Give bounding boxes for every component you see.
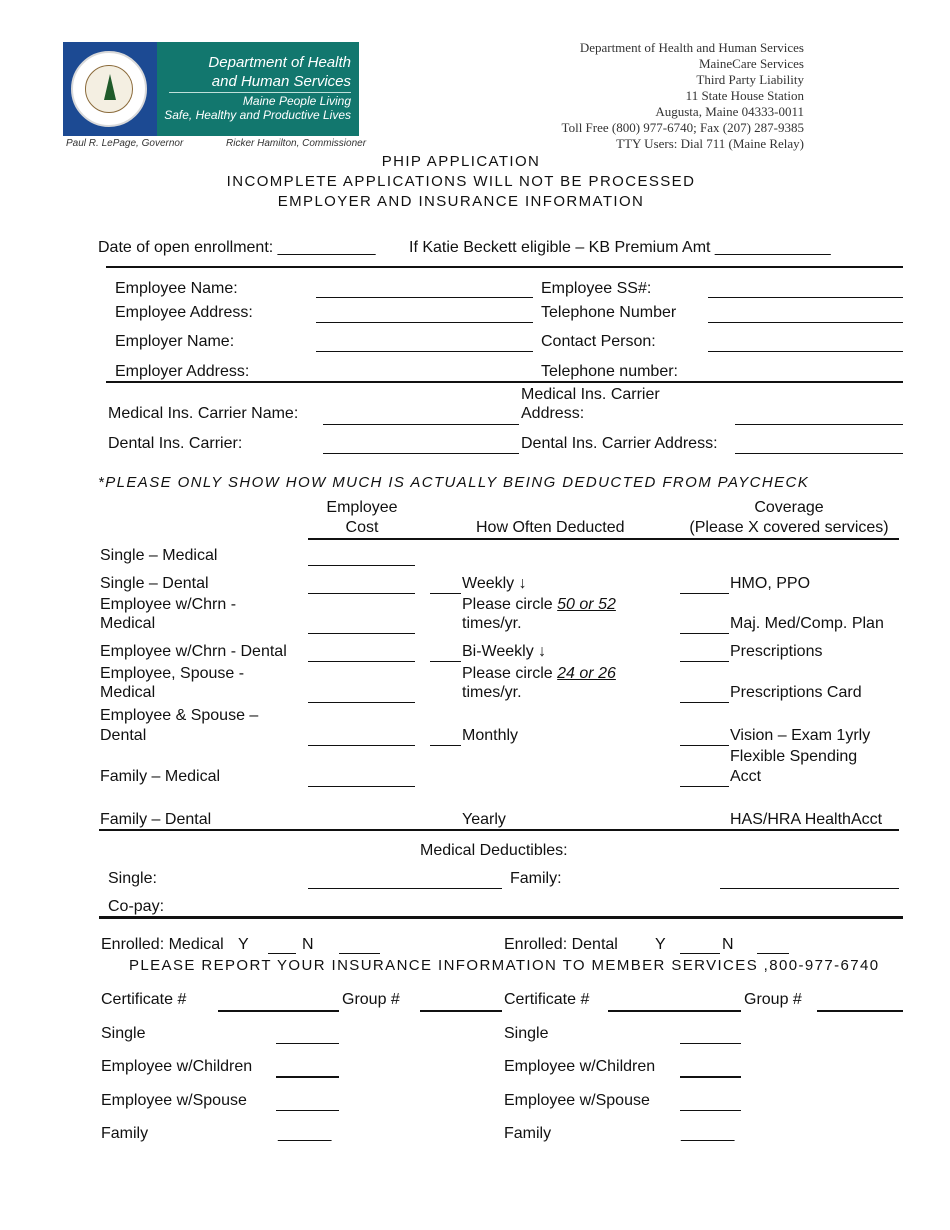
- address-line: Toll Free (800) 977-6740; Fax (207) 287-9385: [561, 120, 804, 135]
- address-line: Third Party Liability: [696, 72, 804, 87]
- enrolled-medical-yes-blank[interactable]: [268, 953, 296, 954]
- medical-carrier-name-input[interactable]: [323, 424, 519, 425]
- commissioner-caption: Ricker Hamilton, Commissioner: [226, 138, 367, 149]
- cert-family-left: Family: [101, 1125, 149, 1142]
- enrolled-dental-yes-blank[interactable]: [680, 953, 720, 954]
- cert-single-left: Single: [101, 1025, 146, 1042]
- freq-weekly: Weekly ↓: [462, 575, 527, 592]
- cov-prescriptions: Prescriptions: [730, 643, 823, 660]
- agency-address-block: [562, 40, 804, 152]
- emp-spouse-medical-cost-input[interactable]: [308, 702, 415, 703]
- cert-family-input-left[interactable]: ______: [278, 1125, 332, 1142]
- logo-title-line2: and Human Services: [211, 73, 351, 90]
- certificate-label-right: Certificate #: [504, 991, 590, 1008]
- row-emp-spouse-dental: Employee & Spouse –: [100, 707, 259, 724]
- cert-emp-spouse-right: Employee w/Spouse: [504, 1092, 650, 1109]
- weekly-circle-text: Please circle 50 or 52: [462, 596, 616, 613]
- employer-telephone-label: Telephone number:: [541, 363, 678, 380]
- cert-emp-children-right: Employee w/Children: [504, 1058, 656, 1075]
- cert-emp-spouse-left: Employee w/Spouse: [101, 1092, 247, 1109]
- maine-seal-panel: [63, 42, 157, 136]
- employee-name-label: Employee Name:: [115, 280, 238, 297]
- weekly-circle-options[interactable]: 50 or 52: [557, 596, 616, 613]
- enrolled-medical-no[interactable]: N: [302, 936, 314, 953]
- cert-emp-children-left: Employee w/Children: [101, 1058, 253, 1075]
- family-medical-cost-input[interactable]: [308, 786, 415, 787]
- cov-vision: Vision – Exam 1yrly: [730, 727, 871, 744]
- weekly-checkbox[interactable]: [430, 593, 461, 594]
- deduction-note: *PLEASE ONLY SHOW HOW MUCH IS ACTUALLY BEING DEDUCTED FROM PAYCHECK: [98, 474, 810, 491]
- col-header-cost-2: Cost: [345, 519, 379, 536]
- report-note: PLEASE REPORT YOUR INSURANCE INFORMATION TO MEMBER SERVICES ,800-977-6740: [129, 957, 880, 974]
- governor-caption: Paul R. LePage, Governor: [66, 138, 184, 149]
- divider: [99, 916, 903, 919]
- cov-maj-med: Maj. Med/Comp. Plan: [730, 615, 884, 632]
- cert-family-right: Family: [504, 1125, 552, 1142]
- cov-has-hra: HAS/HRA HealthAcct: [730, 811, 883, 828]
- medical-carrier-address-label-2: Address:: [521, 405, 585, 422]
- biweekly-circle-options[interactable]: 24 or 26: [557, 665, 616, 682]
- divider: [308, 538, 899, 540]
- vision-checkbox[interactable]: [680, 745, 729, 746]
- kb-premium-amount-field[interactable]: If Katie Beckett eligible – KB Premium Amt _____________: [409, 239, 831, 256]
- cert-emp-spouse-input-left[interactable]: [276, 1110, 339, 1111]
- single-dental-cost-input[interactable]: [308, 593, 415, 594]
- employee-address-label: Employee Address:: [115, 304, 253, 321]
- single-medical-cost-input[interactable]: [308, 565, 415, 566]
- employee-ssn-label: Employee SS#:: [541, 280, 652, 297]
- employer-address-label: Employer Address:: [115, 363, 250, 380]
- enrolled-dental-no-blank[interactable]: [757, 953, 789, 954]
- weekly-times-yr: times/yr.: [462, 615, 522, 632]
- row-emp-spouse-dental-2: Dental: [100, 727, 147, 744]
- employee-telephone-input[interactable]: [708, 322, 903, 323]
- fsa-checkbox[interactable]: [680, 786, 729, 787]
- employee-address-input[interactable]: [316, 322, 533, 323]
- prescriptions-checkbox[interactable]: [680, 661, 729, 662]
- dental-carrier-label: Dental Ins. Carrier:: [108, 435, 243, 452]
- dental-carrier-address-input[interactable]: [735, 453, 903, 454]
- row-emp-spouse-medical: Employee, Spouse -: [100, 665, 245, 682]
- cov-fsa: Flexible Spending: [730, 748, 858, 765]
- divider: [99, 829, 899, 831]
- cert-emp-spouse-input-right[interactable]: [680, 1110, 741, 1111]
- biweekly-checkbox[interactable]: [430, 661, 461, 662]
- maj-med-checkbox[interactable]: [680, 633, 729, 634]
- enrolled-dental-label: Enrolled: Dental: [504, 936, 618, 953]
- divider: [106, 266, 903, 268]
- maine-state-seal-icon: [71, 51, 147, 127]
- certificate-input-right[interactable]: [608, 1010, 741, 1012]
- cov-hmo: HMO, PPO: [730, 575, 811, 592]
- cert-emp-children-input-right[interactable]: [680, 1076, 741, 1078]
- monthly-checkbox[interactable]: [430, 745, 461, 746]
- dental-carrier-address-label: Dental Ins. Carrier Address:: [521, 435, 718, 452]
- logo-text-panel: [157, 42, 359, 136]
- logo-tagline-1: Maine People Living: [242, 94, 351, 108]
- row-family-medical: Family – Medical: [100, 768, 221, 785]
- employer-name-label: Employer Name:: [115, 333, 235, 350]
- row-emp-chrn-medical: Employee w/Chrn -: [100, 596, 237, 613]
- address-line: MaineCare Services: [698, 56, 804, 71]
- hmo-checkbox[interactable]: [680, 593, 729, 594]
- enrolled-medical-yes[interactable]: Y: [238, 936, 249, 953]
- cov-fsa-2: Acct: [730, 768, 762, 785]
- form-subtitle: EMPLOYER AND INSURANCE INFORMATION: [277, 193, 645, 210]
- enrolled-medical-no-blank[interactable]: [339, 953, 380, 954]
- address-line: TTY Users: Dial 711 (Maine Relay): [616, 136, 804, 151]
- enrolled-dental-no[interactable]: N: [722, 936, 734, 953]
- group-input-right[interactable]: [817, 1010, 903, 1012]
- col-header-coverage-1: Coverage: [754, 499, 824, 516]
- medical-carrier-address-label: Medical Ins. Carrier: [521, 386, 660, 403]
- row-emp-chrn-dental: Employee w/Chrn - Dental: [100, 643, 287, 660]
- group-input-left[interactable]: [420, 1010, 502, 1012]
- biweekly-circle-text: Please circle 24 or 26: [462, 665, 616, 682]
- emp-chrn-medical-cost-input[interactable]: [308, 633, 415, 634]
- deductible-single-label: Single:: [108, 870, 157, 887]
- logo-tagline-2: Safe, Healthy and Productive Lives: [164, 108, 351, 122]
- group-label-left: Group #: [342, 991, 400, 1008]
- cov-prescriptions-card: Prescriptions Card: [730, 684, 862, 701]
- employee-ssn-input[interactable]: [708, 297, 903, 298]
- cert-single-right: Single: [504, 1025, 549, 1042]
- open-enrollment-date-field[interactable]: Date of open enrollment: ___________: [98, 239, 376, 256]
- logo-title-line1: Department of Health: [208, 54, 351, 71]
- employer-name-input[interactable]: [316, 351, 533, 352]
- medical-carrier-address-input[interactable]: [735, 424, 903, 425]
- medical-carrier-name-label: Medical Ins. Carrier Name:: [108, 405, 299, 422]
- biweekly-times-yr: times/yr.: [462, 684, 522, 701]
- contact-person-label: Contact Person:: [541, 333, 656, 350]
- emp-chrn-dental-cost-input[interactable]: [308, 661, 415, 662]
- divider: [106, 381, 903, 383]
- enrolled-medical-label: Enrolled: Medical: [101, 936, 224, 953]
- col-header-coverage-2: (Please X covered services): [689, 519, 889, 536]
- row-family-dental: Family – Dental: [100, 811, 212, 828]
- dental-carrier-input[interactable]: [323, 453, 519, 454]
- col-header-frequency: How Often Deducted: [476, 519, 625, 536]
- enrolled-dental-yes[interactable]: Y: [655, 936, 666, 953]
- certificate-label-left: Certificate #: [101, 991, 187, 1008]
- cert-family-input-right[interactable]: ______: [681, 1125, 735, 1142]
- freq-biweekly: Bi-Weekly ↓: [462, 643, 547, 660]
- row-emp-spouse-medical-2: Medical: [100, 684, 156, 701]
- form-warning: INCOMPLETE APPLICATIONS WILL NOT BE PROCESSED: [226, 173, 696, 190]
- prescriptions-card-checkbox[interactable]: [680, 702, 729, 703]
- deductibles-title: Medical Deductibles:: [420, 842, 568, 859]
- contact-person-input[interactable]: [708, 351, 903, 352]
- row-emp-chrn-medical-2: Medical: [100, 615, 156, 632]
- freq-yearly: Yearly: [462, 811, 506, 828]
- certificate-input-left[interactable]: [218, 1010, 339, 1012]
- employee-name-input[interactable]: [316, 297, 533, 298]
- emp-spouse-dental-cost-input[interactable]: [308, 745, 415, 746]
- form-title: PHIP APPLICATION: [381, 153, 541, 170]
- address-line: Augusta, Maine 04333-0011: [655, 104, 804, 119]
- deductible-family-input[interactable]: [720, 888, 899, 889]
- employee-telephone-label: Telephone Number: [541, 304, 677, 321]
- row-single-medical: Single – Medical: [100, 547, 218, 564]
- address-line: Department of Health and Human Services: [579, 40, 804, 55]
- cert-emp-children-input-left[interactable]: [276, 1076, 339, 1078]
- deductible-single-input[interactable]: [308, 888, 502, 889]
- deductible-family-label: Family:: [510, 870, 562, 887]
- col-header-cost-1: Employee: [326, 499, 398, 516]
- address-line: 11 State House Station: [685, 88, 804, 103]
- copay-label: Co-pay:: [108, 898, 165, 915]
- cert-single-input-right[interactable]: [680, 1043, 741, 1044]
- dhhs-logo: [63, 42, 359, 136]
- row-single-dental: Single – Dental: [100, 575, 209, 592]
- freq-monthly: Monthly: [462, 727, 519, 744]
- group-label-right: Group #: [744, 991, 802, 1008]
- cert-single-input-left[interactable]: [276, 1043, 339, 1044]
